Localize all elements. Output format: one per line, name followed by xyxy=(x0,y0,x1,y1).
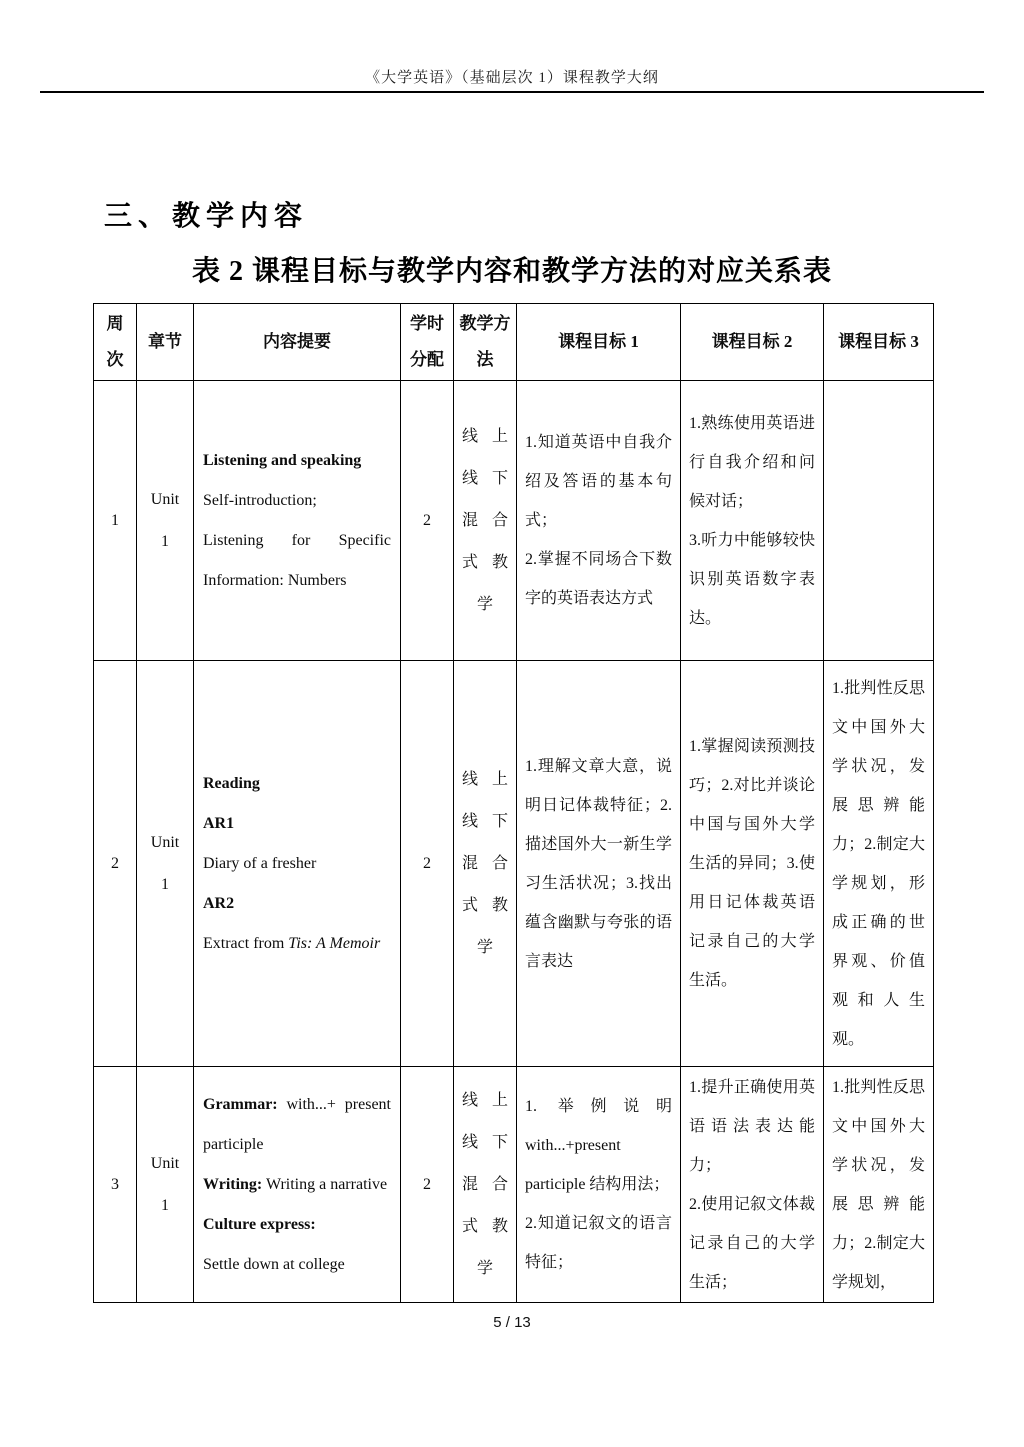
cell-course-goal-2: 1.掌握阅读预测技巧；2.对比并谈论中国与国外大学生活的异同；3.使用日记体裁英语记录自己的大学生活。 xyxy=(681,661,824,1067)
cell-week: 3 xyxy=(94,1067,137,1303)
cell-course-goal-2: 1.提升正确使用英语语法表达能力； 2.使用记叙文体裁记录自己的大学生活； xyxy=(681,1067,824,1303)
cell-week: 2 xyxy=(94,661,137,1067)
cell-hours: 2 xyxy=(401,1067,454,1303)
column-header-chapter: 章节 xyxy=(137,304,194,381)
column-header-content-summary: 内容提要 xyxy=(194,304,401,381)
cell-hours: 2 xyxy=(401,381,454,661)
column-header-teaching-method: 教学方法 xyxy=(454,304,517,381)
cell-chapter: Unit 1 xyxy=(137,1067,194,1303)
cell-chapter: Unit 1 xyxy=(137,661,194,1067)
section-title: 三、教学内容 xyxy=(104,201,309,232)
cell-week: 1 xyxy=(94,381,137,661)
column-header-course-goal-2: 课程目标 2 xyxy=(681,304,824,381)
cell-hours: 2 xyxy=(401,661,454,1067)
cell-teaching-method: 线上线下混合式教学 xyxy=(454,381,517,661)
column-header-hours: 学时分配 xyxy=(401,304,454,381)
page-number: 5 / 13 xyxy=(493,1314,531,1331)
cell-content-summary: Reading AR1 Diary of a fresher AR2 Extract from Tis: A Memoir xyxy=(194,661,401,1067)
course-objectives-table xyxy=(93,303,934,1303)
cell-course-goal-3: 1.批判性反思文中国外大学状况，发展思辨能力；2.制定大学规划，形成正确的世界观、价值观和人生观。 xyxy=(824,661,934,1067)
cell-content-summary: Grammar: with...+ present participle Writing: Writing a narrative Culture express: Settle down at college xyxy=(194,1067,401,1303)
column-header-week: 周次 xyxy=(94,304,137,381)
table-row-week-1 xyxy=(94,381,934,661)
document-header-title: 《大学英语》（基础层次 1）课程教学大纲 xyxy=(365,70,659,86)
cell-content-summary: Listening and speaking Self-introduction; Listening for Specific Information: Numbers xyxy=(194,381,401,661)
cell-course-goal-1: 1.理解文章大意，说明日记体裁特征；2.描述国外大一新生学习生活状况；3.找出蕴含幽默与夸张的语言表达 xyxy=(517,661,681,1067)
cell-teaching-method: 线上线下混合式教学 xyxy=(454,661,517,1067)
table-header-row xyxy=(94,304,934,381)
cell-course-goal-3 xyxy=(824,381,934,661)
cell-course-goal-1: 1. 举例说明 with...+present participle 结构用法； 2.知道记叙文的语言特征； xyxy=(517,1067,681,1303)
cell-course-goal-1: 1.知道英语中自我介绍及答语的基本句式； 2.掌握不同场合下数字的英语表达方式 xyxy=(517,381,681,661)
table-title: 表 2 课程目标与教学内容和教学方法的对应关系表 xyxy=(191,256,832,287)
cell-chapter: Unit 1 xyxy=(137,381,194,661)
table-row-week-2 xyxy=(94,661,934,1067)
column-header-course-goal-3: 课程目标 3 xyxy=(824,304,934,381)
header-rule xyxy=(40,91,984,93)
cell-teaching-method: 线上线下混合式教学 xyxy=(454,1067,517,1303)
table-row-week-3 xyxy=(94,1067,934,1303)
cell-course-goal-3: 1.批判性反思文中国外大学状况，发展思辨能力；2.制定大学规划， xyxy=(824,1067,934,1303)
column-header-course-goal-1: 课程目标 1 xyxy=(517,304,681,381)
cell-course-goal-2: 1.熟练使用英语进行自我介绍和问候对话； 3.听力中能够较快识别英语数字表达。 xyxy=(681,381,824,661)
